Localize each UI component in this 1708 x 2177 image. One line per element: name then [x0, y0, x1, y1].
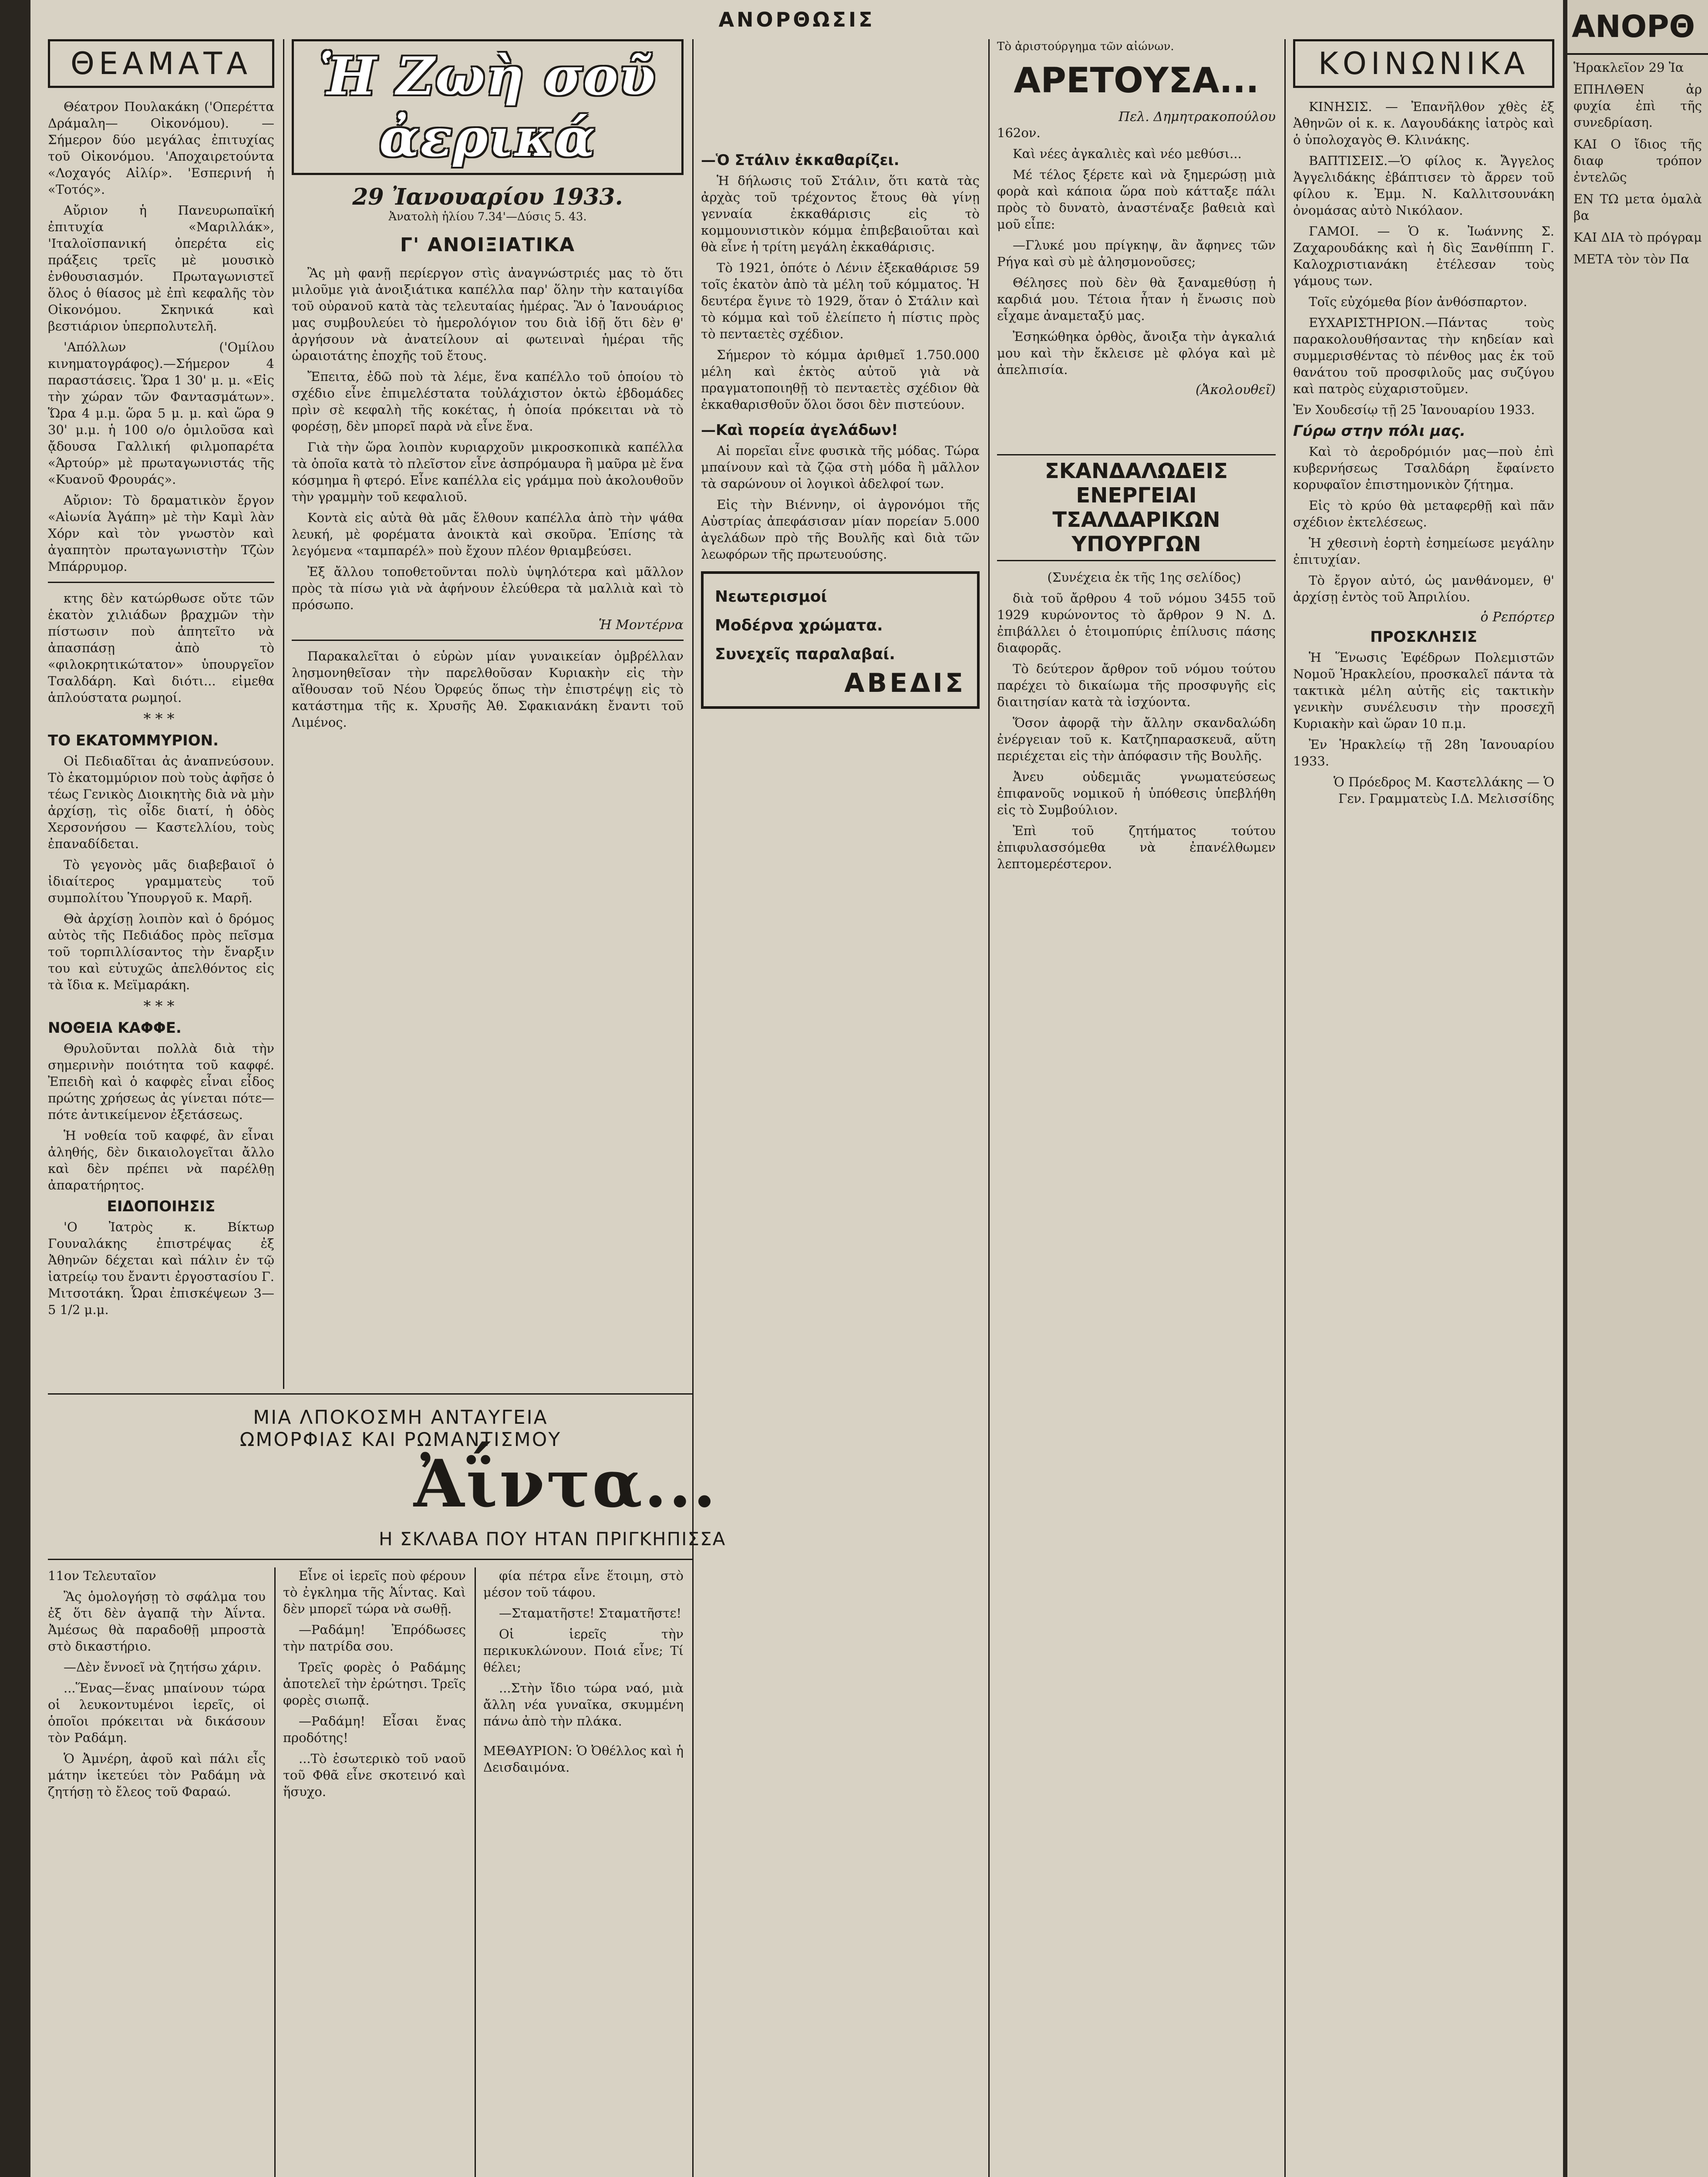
- aretousa-column: [997, 39, 1276, 2177]
- life-masthead: Ἡ Ζωὴ σοῦ ἀερικά: [292, 39, 684, 175]
- facing-paragraph: ΕΠΗΛΘΕΝ ἀρ φυχία ἐπὶ τῆς συνεδρίαση.: [1573, 82, 1702, 130]
- aida-paragraph: Εἶνε οἱ ἱερεῖς ποὺ φέρουν τὸ ἐγκλημα τῆς Ἀΐντας. Καὶ δὲν μπορεῖ τώρα νὰ σωθῇ.: [283, 1568, 466, 1616]
- theatre-paragraph: Θέατρον Πουλακάκη ('Οπερέττα Δράμαλη— Οἰκονόμου). — Σήμερον δύο μεγάλας ἐπιτυχίας τοῦ Οἰκονόμου. 'Αποχαιρετούντα «Λοχαγός Αἰλίρ». 'Εσπερινή ἡ «Τοτός».: [48, 99, 274, 197]
- aida-paragraph: Οἱ ἱερεῖς τὴν περικυκλώνουν. Ποιά εἶνε; Τί θέλει;: [483, 1627, 684, 1675]
- notice-text: 'Ο Ἰατρὸς κ. Βίκτωρ Γουναλάκης ἐπιστρέψας ἐξ Ἀθηνῶν δέχεται καὶ πάλιν ἐν τῷ ἰατρείῳ του ἔναντι ἐργοστασίου Γ. Μιτσοτάκη. Ὧραι ἐπισκέψεων 3—5 1/2 μ.μ.: [48, 1220, 274, 1317]
- scandal-paragraph: Ὅσον ἀφορᾷ τὴν ἄλλην σκανδαλώδη ἐνέργειαν τοῦ κ. Κατζηπαρασκευᾶ, αὕτη περιέχεται εἰς τὴν ἀπόφασιν τῆς Βουλῆς.: [997, 715, 1276, 763]
- stalin-column: [701, 148, 980, 1533]
- facing-masthead: ΑΝΟΡΘ: [1567, 0, 1708, 55]
- stalin-paragraph: Τὸ 1921, ὁπότε ὁ Λένιν ἐξεκαθάρισε 59 τοῖς ἑκατὸν ἀπὸ τὰ μέλη τοῦ κόμματος. Ἡ δευτέρα ἔγινε τὸ 1929, ὅταν ὁ Στάλιν καὶ τὸ κόμμα καὶ τοῦ ἐλείπετο ἡ πίστις πρὸς τὸ πενταετὲς σχέδιον.: [701, 260, 980, 341]
- aida-subtitle: Η ΣΚΛΑΒΑ ΠΟΥ ΗΤΑΝ ΠΡΙΓΚΗΠΙΣΣΑ: [379, 1528, 726, 1550]
- facing-paragraph: ΜΕΤΑ τὸν τὸν Πα: [1573, 252, 1689, 266]
- separator-stars: ***: [143, 710, 179, 728]
- aida-paragraph: φία πέτρα εἶνε ἕτοιμη, στὸ μέσον τοῦ τάφου.: [483, 1568, 684, 1600]
- news-paragraph: Θρυλοῦνται πολλὰ διὰ τὴν σημερινὴν ποιότητα τοῦ καφφέ. Ἐπειδὴ καὶ ὁ καφφὲς εἶναι εἶδος πρώτης χρήσεως ἀς γίνεται πότε—πότε ἀντικείμενον ἐξετάσεως.: [48, 1041, 274, 1122]
- aida-column-2: [283, 1567, 466, 2177]
- cows-paragraph: Εἰς τὴν Βιέννην, οἱ ἀγρονόμοι τῆς Αὐστρίας ἀπεφάσισαν μίαν πορείαν 5.000 ἀγελάδων πρὸ τῆς Βουλῆς καὶ διὰ τῶν λεωφόρων τῆς πρωτευούσης.: [701, 497, 980, 562]
- ad-line: Νεωτερισμοί: [715, 588, 827, 606]
- life-paragraph: Ἐξ ἄλλου τοποθετοῦνται πολὺ ὑψηλότερα καὶ μᾶλλον πρὸς τὰ πίσω γιὰ νὰ ἀφήνουν ἐλεύθερα τὰ μαλλιὰ καὶ τὸ πρόσωπο.: [292, 564, 684, 612]
- city-paragraph: Καὶ τὸ ἀεροδρόμιόν μας—ποὺ ἐπὶ κυβερνήσεως Τσαλδάρη ἔφαίνετο κορυφαῖον ἐπιστημονικὸν ζήτημα.: [1293, 444, 1554, 492]
- notice-paragraph: Παρακαλεῖται ὁ εὑρὼν μίαν γυναικείαν ὀμβρέλλαν λησμονηθεῖσαν τὴν παρελθοῦσαν Κυριακὴν εἰς τὴν αἴθουσαν τοῦ Νέου Ὀρφεύς ὅπως τὴν ἐπιστρέψῃ εἰς τὸ κατάστημα τῆς κ. Χρυσῆς Ἀθ. Σφακιανάκη ἔναντι τοῦ Λιμένος.: [292, 649, 684, 730]
- news-paragraph: Ἡ νοθεία τοῦ καφφέ, ἂν εἶναι ἀληθής, δὲν δικαιολογεῖται ἄλλο καὶ δὲν πρέπει νὰ παρέλθῃ ἀπαρατήρητος.: [48, 1128, 274, 1193]
- aida-paragraph: Τρεῖς φορὲς ὁ Ραδάμης ἀποτελεῖ τὴν ἐρώτησι. Τρεῖς φορὲς σιωπᾷ.: [283, 1660, 466, 1708]
- news-paragraph: Θὰ ἀρχίσῃ λοιπὸν καὶ ὁ δρόμος αὐτὸς τῆς Πεδιάδος πρὸς πεῖσμα τοῦ τορπιλλίσαντος τὴν ἔναρξιν του καὶ εὐτυχῶς ἀπελθόντος εἰς τὰ ἴδια κ. Μεϊμαράκη.: [48, 911, 274, 992]
- column-rule: [1284, 39, 1286, 2177]
- life-paragraph: Ἔπειτα, ἐδῶ ποὺ τὰ λέμε, ἕνα καπέλλο τοῦ ὁποίου τὸ σχέδιο εἶνε ἐπιμελέστατα τοὐλάχιστον ὀκτὼ ἑβδομάδες πρὶν σὲ κεφαλὴ τῆς κοκέτας, ἡ ὁποία πρόκειται νὰ τὸ φορέσῃ, δὲν μπορεῖ παρὰ νὰ εἶνε ἕνα.: [292, 369, 684, 434]
- social-paragraph: ΒΑΠΤΙΣΕΙΣ.—Ὁ φίλος κ. Ἄγγελος Ἀγγελιδάκης ἐβάπτισεν τὸ ἄρρεν τοῦ φίλου κ. Ἐμμ. Ν. Καλλιτσουνάκη ὀνομάσας αὐτὸ Νικόλαον.: [1293, 153, 1554, 218]
- serial-paragraph: Ἐσηκώθηκα ὀρθὸς, ἄνοιξα τὴν ἀγκαλιά μου καὶ τὴν ἔκλεισε μὲ φλόγα καὶ μὲ ἀπελπισία.: [997, 329, 1276, 377]
- theatre-paragraph: Αὔριον: Τὸ δραματικὸν ἔργον «Αἰωνία Ἀγάπη» μὲ τὴν Καμὶ λὰν Χόρν καὶ τὸν γνωστὸν καὶ ἀγαπητὸν πρωταγωνιστὴν Τζὼν Μπάρρυμορ.: [48, 493, 274, 574]
- newspaper-page: [30, 0, 1563, 2177]
- aida-paragraph: Ὁ Ἀμνέρη, ἀφοῦ καὶ πάλι εἶς μάτην ἱκετεύει τὸν Ραδάμη νὰ ζητήσῃ τὸ ἔλεος τοῦ Φαραώ.: [48, 1751, 266, 1799]
- social-column: [1293, 39, 1554, 2177]
- cows-header: —Καὶ πορεία ἀγελάδων!: [701, 421, 898, 439]
- serial-paragraph: Καὶ νέες ἀγκαλιὲς καὶ νέο μεθύσι...: [1013, 146, 1242, 161]
- stalin-header: —Ὁ Στάλιν ἐκκαθαρίζει.: [701, 152, 899, 169]
- news-paragraph: Τὸ γεγονὸς μᾶς διαβεβαιοῖ ὁ ἰδιαίτερος γραμματεὺς τοῦ συμπολίτου Ὑπουργοῦ κ. Μαρῆ.: [48, 857, 274, 905]
- aida-paragraph: —Ραδάμη! Εἶσαι ἔνας προδότης!: [283, 1714, 466, 1745]
- continued-text: κτης δὲν κατώρθωσε οὔτε τῶν ἑκατὸν χιλιάδων βραχμῶν τὴν πίστωσιν ποὺ ἀπητεῖτο νὰ ἀπασπάσῃ ἀπὸ τὸ «φιλοκρητικώτατον» ὑπουργεῖον Τσαλδάρη. Καὶ διότι... εἰμεθα ἁπλούστατα ρωμηοί.: [48, 591, 274, 705]
- serial-paragraph: Μέ τέλος ξέρετε καὶ νὰ ξημερώσῃ μιὰ φορὰ καὶ κάποια ὥρα ποὺ κάτταξε πάλι πρὸς τὸ δυνατὸ, ἀναστέναξε βαθειὰ καὶ μοῦ εἶπε:: [997, 167, 1276, 232]
- social-header: ΚΟΙΝΩΝΙΚΑ: [1293, 39, 1554, 88]
- facing-paragraph: ΚΑΙ ΔΙΑ τὸ πρόγραμ: [1573, 230, 1702, 245]
- scandal-continuation: (Συνέχεια ἐκ τῆς 1ης σελίδος): [1047, 570, 1241, 585]
- column-rule: [274, 1567, 276, 2177]
- aida-paragraph: ...Ἕνας—ἕνας μπαίνουν τώρα οἱ λευκοντυμένοι ἱερεῖς, οἱ ὁποῖοι πρόκειται νὰ δικάσουν τὸν Ραδάμη.: [48, 1681, 266, 1745]
- invitation-signature: Ὁ Πρόεδρος Μ. Καστελλάκης — Ὁ Γεν. Γραμματεὺς Ι.Δ. Μελισσίδης: [1333, 775, 1554, 806]
- stalin-paragraph: Σήμερον τὸ κόμμα ἀριθμεῖ 1.750.000 μέλη καὶ ἐκτὸς αὐτοῦ γιὰ νὰ πραγματοποιηθῇ τὸ πενταετὲς σχέδιον θὰ ἐκκαθαρισθοῦν ὅλοι ὅσοι δὲν πιστεύουν.: [701, 347, 980, 412]
- scandal-title: ΣΚΑΝΔΑΛΩΔΕΙΣ ΕΝΕΡΓΕΙΑΙ ΤΣΑΛΔΑΡΙΚΩΝ ΥΠΟΥΡΓΩΝ: [997, 454, 1276, 561]
- social-paragraph: ΕΥΧΑΡΙΣΤΗΡΙΟΝ.—Πάντας τοὺς παρακολουθήσαντας τὴν κηδείαν καὶ συμμερισθέντας τὸ πένθος μας ἐκ τοῦ θανάτου τοῦ προσφιλοῦς μας συζύγου καὶ πατρὸς εὐχαριστοῦμεν.: [1293, 315, 1554, 396]
- life-signature: Ἡ Μοντέρνα: [598, 617, 684, 633]
- serial-number: 162ον.: [997, 125, 1041, 140]
- sun-times: Ἀνατολὴ ἡλίου 7.34'—Δύσις 5. 43.: [388, 210, 587, 223]
- ad-line: Συνεχεῖς παραλαβαί.: [715, 645, 896, 663]
- column-rule: [475, 1567, 476, 2177]
- scandal-paragraph: Ἀνευ οὐδεμιᾶς γνωματεύσεως ἐπιφανοῦς νομικοῦ ἡ ὑπόθεσις ὑπεβλήθη εἰς τὸ Συμβούλιον.: [997, 769, 1276, 817]
- aida-paragraph: —Σταματῆστε! Σταματῆστε!: [499, 1606, 682, 1621]
- facing-paragraph: ΚΑΙ Ο ἴδιος τῆς διαφ τρόπον ἐντελῶς: [1573, 137, 1702, 185]
- news-title: ΝΟΘΕΙΑ ΚΑΦΦΕ.: [48, 1019, 182, 1037]
- life-paragraph: Γιὰ τὴν ὥρα λοιπὸν κυριαρχοῦν μικροσκοπικὰ καπέλλα τὰ ὁποῖα κατὰ τὸ πλεῖστον εἶνε ἀσπρόμαυρα ἢ μαῦρα μὲ ἕνα κόσμημα ἢ φτερό. Εἶνε καπέλλα εἰς γράμμα ποὺ ἀκολουθοῦν τὴν γραμμὴν τοῦ κεφαλιοῦ.: [292, 440, 684, 504]
- news-title: ΤΟ ΕΚΑΤΟΜΜΥΡΙΟΝ.: [48, 732, 219, 749]
- aida-paragraph: —Δὲν ἔννοεῖ νὰ ζητήσω χάριν.: [64, 1660, 262, 1675]
- aida-paragraph: ...Στὴν ἴδιο τώρα ναό, μιὰ ἄλλη νέα γυναῖκα, σκυμμένη πάνω ἀπὸ τὴν πλάκα.: [483, 1681, 684, 1729]
- facing-page: [1567, 0, 1708, 2177]
- invitation-paragraph: Ἐν Ἡρακλείῳ τῇ 28η Ἰανουαρίου 1933.: [1293, 737, 1554, 768]
- scandal-paragraph: Ἐπὶ τοῦ ζητήματος τούτου ἐπιφυλασσόμεθα νὰ ἐπανέλθωμεν λεπτομερέστερον.: [997, 823, 1276, 871]
- aida-paragraph: ...Τὸ ἐσωτερικὸ τοῦ ναοῦ τοῦ Φθᾶ εἶνε σκοτεινό καὶ ἥσυχο.: [283, 1751, 466, 1799]
- cows-paragraph: Αἱ πορεῖαι εἶνε φυσικὰ τῆς μόδας. Τώρα μπαίνουν καὶ τὰ ζῷα στὴ μόδα ἢ μᾶλλον τὰ σαρώνουν οἱ λογικοὶ ἀδελφοί των.: [701, 443, 980, 491]
- social-paragraph: ΚΙΝΗΣΙΣ. — Ἐπανῆλθον χθὲς ἐξ Ἀθηνῶν οἱ κ. κ. Λαγουδάκης ἰατρὸς καὶ ὁ ὑπολοχαγὸς Θ. Κλινάκης.: [1293, 99, 1554, 147]
- life-column: [292, 39, 684, 1389]
- serial-intro: Τὸ ἀριστούργημα τῶν αἰώνων.: [997, 40, 1174, 53]
- aida-paragraph: —Ραδάμη! Ἐπρόδωσες τὴν πατρίδα σου.: [283, 1622, 466, 1654]
- serial-paragraph: Θέλησες ποὺ δὲν θὰ ξαναμεθύσῃ ἡ καρδιά μου. Τέτοια ἦταν ἡ ἔνωσις ποὺ εἶχαμε ἀναμεταξύ μας.: [997, 275, 1276, 323]
- theatres-header: ΘΕΑΜΑΤΑ: [48, 39, 274, 88]
- next-issue: ΜΕΘΑΥΡΙΟΝ: Ὁ Ὀθέλλος καὶ ἡ Δεισδαιμόνα.: [483, 1743, 684, 1775]
- aida-number: 11ον Τελευταῖον: [48, 1568, 156, 1583]
- news-paragraph: Οἱ Πεδιαδῖται ἀς ἀναπνεύσουν. Τὸ ἑκατομμύριον ποὺ τοὺς ἀφῆσε ὁ τέως Γενικὸς Διοικητὴς διὰ νὰ μὴν ἀρχίσῃ, τὶς οἶδε διατί, ἡ ὁδὸς Χερσονήσου — Καστελλίου, τοὺς ἐπαναδίδεται.: [48, 754, 274, 851]
- city-paragraph: Ἡ χθεσινὴ ἑορτὴ ἐσημείωσε μεγάλην ἐπιτυχίαν.: [1293, 536, 1554, 567]
- aida-title: Ἀΐντα...: [414, 1446, 718, 1522]
- life-paragraph: Κοντὰ εἰς αὐτὰ θὰ μᾶς ἔλθουν καπέλλα ἀπὸ τὴν ψάθα λευκή, μὲ φορέματα ἀνοικτὰ καὶ σκοῦρα. Ἐπίσης τὰ λεγόμενα «ταμπαρέλ» ποὺ ἔχουν πλέον θριαμβεύσει.: [292, 510, 684, 558]
- date-line: Ἐν Χουδεσίῳ τῇ 25 Ἰανουαρίου 1933.: [1293, 402, 1535, 417]
- invitation-title: ΠΡΟΣΚΛΗΣΙΣ: [1370, 628, 1477, 646]
- separator-stars: ***: [143, 998, 179, 1015]
- city-paragraph: Τὸ ἔργον αὐτό, ὡς μανθάνομεν, θ' ἀρχίσῃ ἐντὸς τοῦ Ἀπριλίου.: [1293, 573, 1554, 604]
- section-rule: [48, 1559, 692, 1560]
- city-paragraph: Εἰς τὸ κρύο θὰ μεταφερθῇ καὶ πᾶν σχέδιον ἐκτελέσεως.: [1293, 498, 1554, 529]
- life-date: 29 Ἰανουαρίου 1933.: [352, 184, 623, 210]
- section-rule: [48, 1393, 692, 1395]
- stalin-paragraph: Ἡ δήλωσις τοῦ Στάλιν, ὅτι κατὰ τὰς ἀρχὰς τοῦ τρέχοντος ἔτους θὰ γίνῃ γενναία ἐκκαθάρισις εἰς τὸ κομμουνιστικὸν κόμμα ἐπιβεβαιοῦται καὶ θὰ εἶνε ἡ τρίτη μεγάλη ἐκκαθάρισις.: [701, 173, 980, 254]
- section-title: Γ' ΑΝΟΙΞΙΑΤΙΚΑ: [400, 234, 576, 256]
- running-head: ΑΝΟΡΘΩΣΙΣ: [718, 8, 875, 31]
- theatre-paragraph: 'Απόλλων ('Ομίλου κινηματογράφος).—Σήμερον 4 παραστάσεις. Ὥρα 1 30' μ. μ. «Εἰς τὴν χώραν τῶν Φαντασμάτων». Ὥρα 4 μ.μ. ὥρα 5 μ. μ. καὶ ὥρα 9 30' μ.μ. ἡ 100 ο/ο ὁμιλοῦσα καὶ ᾄδουσα Γαλλική φιλμοπαρέτα «Άρτούρ» μὲ πρωταγωνιστάς τῆς «Κυανοῦ Φρουράς».: [48, 340, 274, 487]
- invitation-paragraph: Ἡ Ἕνωσις Ἐφέδρων Πολεμιστῶν Νομοῦ Ἡρακλείου, προσκαλεῖ πάντα τὰ τακτικὰ μέλη αὐτῆς εἰς τακτικὴν γενικὴν συνέλευσιν τὴν προσεχῆ Κυριακὴν καὶ ὥραν 10 π.μ.: [1293, 650, 1554, 731]
- facing-text: [1567, 55, 1708, 277]
- facing-paragraph: Ἡρακλεῖον 29 Ἰα: [1573, 60, 1684, 75]
- city-section-title: Γύρω στην πόλι μας.: [1293, 422, 1466, 440]
- serial-author: Πελ. Δημητρακοπούλου: [1118, 109, 1276, 125]
- serial-paragraph: —Γλυκέ μου πρίγκηψ, ἂν ἄφηνες τῶν Ρήγα καὶ σὺ μὲ ἀλησμονοῦσες;: [997, 238, 1276, 269]
- aida-column-1: [48, 1567, 266, 2177]
- theatres-column: [48, 39, 274, 1424]
- aida-strip: ΜΙΑ ΛΠΟΚΟΣΜΗ ΑΝΤΑΥΓΕΙΑ ΩΜΟΡΦΙΑΣ ΚΑΙ ΡΩΜΑΝΤΙΣΜΟΥ: [239, 1406, 562, 1451]
- notice-title: ΕΙΔΟΠΟΙΗΣΙΣ: [107, 1198, 216, 1215]
- facing-paragraph: ΕΝ ΤΩ μετα ὁμαλὰ βα: [1573, 192, 1702, 223]
- aida-column-3: [483, 1567, 684, 2177]
- serial-title: ΑΡΕΤΟΥΣΑ...: [1014, 60, 1259, 101]
- life-paragraph: Ἂς μὴ φανῇ περίεργον στὶς ἀναγνώστριές μας τὸ ὅτι μιλοῦμε γιὰ ἀνοιξιάτικα καπέλλα παρ' ὅλην τὴν καταιγίδα τοῦ οὐρανοῦ κατὰ τὰς τελευταίας ἡμέρας. Ἂν ὁ Ἰανουάριος μας συμβουλεύει τὸ ἡμερολόγιον του διὰ ἰδῇ ὅτι δὲν θ' ἀργήσουν νὰ ἀνατείλουν αἱ φωτειναὶ ἡμέραι τῆς ὡραιοτάτης ἐποχῆς τοῦ ἔτους.: [292, 266, 684, 363]
- social-paragraph: Τοῖς εὐχόμεθα βίον ἀνθόσπαρτον.: [1309, 294, 1527, 309]
- aida-paragraph: Ἂς ὁμολογήσῃ τὸ σφάλμα του ἐξ ὅτι δὲν ἀγαπᾷ τὴν Ἀΐντα. Ἀμέσως θὰ παραδοθῇ μπροστὰ στὸ δικαστήριο.: [48, 1589, 266, 1654]
- social-paragraph: ΓΑΜΟΙ. — Ὁ κ. Ἰωάννης Σ. Ζαχαρουδάκης καὶ ἡ δὶς Ξανθίππη Γ. Καλοχριστιανάκη ἐτέλεσαν τοὺς γάμους των.: [1293, 224, 1554, 288]
- advertisement-box: [701, 571, 980, 709]
- serial-continues: (Ἀκολουθεῖ): [1195, 382, 1276, 398]
- theatre-paragraph: Αὔριον ἡ Πανευρωπαϊκή ἐπιτυχία «Μαριλλάκ», 'Ιταλοϊσπανική ὀπερέτα εἰς πράξεις τρεῖς μὲ μουσικὸ ἐνθουσιασμόν. Πρωταγωνιστεῖ ὅλος ὁ θίασος μὲ ἐπὶ κεφαλῆς τὸν Οἰκονόμου. Σκηνικά καὶ βεστιάριον ὑπερπολυτελῆ.: [48, 203, 274, 334]
- scandal-paragraph: διὰ τοῦ ἄρθρου 4 τοῦ νόμου 3455 τοῦ 1929 κυρώνοντος τὸ ἄρθρον 9 Ν. Δ. ἐπιβάλλει ὁ ἑτοιμοπύρις ἐπίλυσις πάσης διαφορᾶς.: [997, 591, 1276, 655]
- ad-brand: ΑΒΕΔΙΣ: [844, 668, 966, 698]
- reporter-signature: ὁ Ρεπόρτερ: [1480, 610, 1554, 625]
- scandal-paragraph: Τὸ δεύτερον ἄρθρον τοῦ νόμου τούτου παρέχει τὸ δικαίωμα τῆς προσφυγῆς εἰς διαιτησίαν κατὰ τὰ ἰσχύοντα.: [997, 661, 1276, 709]
- column-rule: [692, 39, 694, 2177]
- column-rule: [283, 39, 284, 1389]
- column-rule: [988, 39, 990, 2177]
- ad-line: Μοδέρνα χρώματα.: [715, 617, 883, 634]
